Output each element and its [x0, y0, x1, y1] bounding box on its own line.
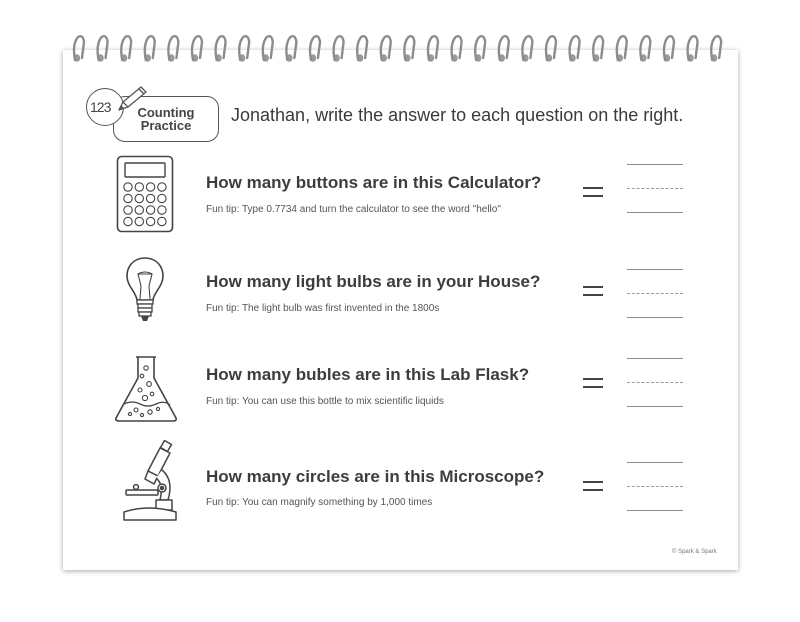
- calculator-key: [124, 183, 132, 191]
- calculator-key: [146, 206, 154, 214]
- calculator-key: [135, 217, 143, 225]
- calculator-key: [135, 194, 143, 202]
- question-tip: Fun tip: You can magnify something by 1,000 times: [206, 497, 433, 508]
- calculator-key: [146, 194, 154, 202]
- question-title: How many circles are in this Microscope?: [206, 467, 545, 486]
- question-tip: Fun tip: You can use this bottle to mix scientific liquids: [206, 396, 444, 407]
- question-tip: Fun tip: The light bulb was first invented in the 1800s: [206, 303, 440, 314]
- question-title: How many bubles are in this Lab Flask?: [206, 365, 530, 384]
- question-tip: Fun tip: Type 0.7734 and turn the calculator to see the word "hello": [206, 204, 501, 215]
- calculator-key: [135, 183, 143, 191]
- equals-sign: [583, 286, 603, 300]
- calculator-key: [124, 206, 132, 214]
- answer-field-1[interactable]: [627, 164, 683, 214]
- calculator-key: [158, 194, 166, 202]
- question-title: How many buttons are in this Calculator?: [206, 173, 542, 192]
- calculator-key: [158, 206, 166, 214]
- calculator-key: [146, 183, 154, 191]
- lab-flask-icon: [112, 354, 180, 424]
- equals-sign: [583, 378, 603, 392]
- calculator-key: [158, 183, 166, 191]
- calculator-key: [124, 217, 132, 225]
- equals-sign: [583, 187, 603, 201]
- light-bulb-icon: [124, 256, 166, 328]
- equals-sign: [583, 481, 603, 495]
- answer-field-2[interactable]: [627, 269, 683, 319]
- calculator-key: [158, 217, 166, 225]
- topic-badge-label: Counting Practice: [137, 105, 195, 133]
- answer-field-3[interactable]: [627, 358, 683, 408]
- instruction-text: Jonathan, write the answer to each question on the right.: [231, 105, 684, 125]
- badge-number: 123: [90, 99, 111, 115]
- calculator-icon: [116, 155, 174, 233]
- answer-field-4[interactable]: [627, 462, 683, 512]
- calculator-key: [146, 217, 154, 225]
- question-title: How many light bulbs are in your House?: [206, 272, 541, 291]
- copyright-text: © Spark & Spark: [672, 549, 717, 555]
- calculator-key: [124, 194, 132, 202]
- microscope-icon: [118, 440, 180, 526]
- calculator-key: [135, 206, 143, 214]
